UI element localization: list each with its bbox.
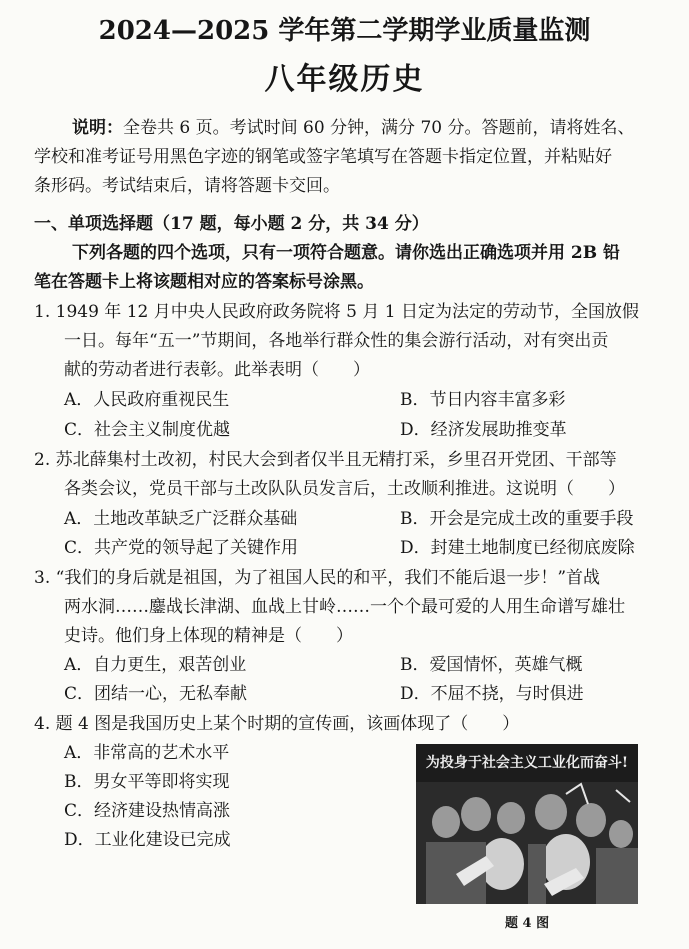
question-3-option-d[interactable]: D．不屈不挠，与时俱进	[400, 684, 584, 704]
instructions-text-1: 全卷共 6 页。考试时间 60 分钟，满分 70 分。答题前，请将姓名、	[123, 118, 635, 138]
question-1-option-c[interactable]: C．社会主义制度优越	[64, 420, 231, 440]
question-4-option-c[interactable]: C．经济建设热情高涨	[64, 801, 231, 821]
question-1-line-1: 1. 1949 年 12 月中央人民政府政务院将 5 月 1 日定为法定的劳动节，全国放假	[34, 302, 639, 322]
exam-title: 2024—2025 学年第二学期学业质量监测	[98, 16, 591, 46]
question-1-option-a[interactable]: A．人民政府重视民生	[64, 390, 230, 410]
poster-slogan: 为投身于社会主义工业化而奋斗!	[425, 755, 629, 771]
question-3-line-3: 史诗。他们身上体现的精神是（ ）	[64, 626, 353, 646]
section-intro-line-2: 笔在答题卡上将该题相对应的答案标号涂黑。	[34, 272, 374, 292]
question-2-option-b[interactable]: B．开会是完成土改的重要手段	[400, 509, 634, 529]
propaganda-poster-image	[416, 744, 638, 904]
question-1-line-3: 献的劳动者进行表彰。此举表明（ ）	[64, 360, 370, 380]
instructions-label: 说明：	[72, 118, 123, 138]
question-4-option-a[interactable]: A．非常高的艺术水平	[64, 743, 230, 763]
question-3-line-1: 3. “我们的身后就是祖国，为了祖国人民的和平，我们不能后退一步！”首战	[34, 568, 601, 588]
instructions-line-2: 学校和准考证号用黑色字迹的钢笔或签字笔填写在答题卡指定位置，并粘贴好	[34, 147, 612, 167]
exam-subject-title: 八年级历史	[264, 62, 425, 97]
question-1-option-b[interactable]: B．节日内容丰富多彩	[400, 390, 566, 410]
question-2-option-a[interactable]: A．土地改革缺乏广泛群众基础	[64, 509, 298, 529]
question-3-option-a[interactable]: A．自力更生，艰苦创业	[64, 655, 247, 675]
question-4-option-b[interactable]: B．男女平等即将实现	[64, 772, 230, 792]
figure-caption: 题 4 图	[505, 916, 550, 931]
question-3-option-b[interactable]: B．爱国情怀，英雄气概	[400, 655, 583, 675]
section-intro-line-1: 下列各题的四个选项，只有一项符合题意。请你选出正确选项并用 2B 铅	[72, 243, 621, 263]
question-4-option-d[interactable]: D．工业化建设已完成	[64, 830, 231, 850]
question-3-option-c[interactable]: C．团结一心，无私奉献	[64, 684, 248, 704]
question-1-line-2: 一日。每年“五一”节期间，各地举行群众性的集会游行活动，对有突出贡	[64, 331, 609, 351]
question-2-line-2: 各类会议，党员干部与土改队队员发言后，土改顺利推进。这说明（ ）	[64, 479, 625, 499]
section-heading: 一、单项选择题（17 题，每小题 2 分，共 34 分）	[34, 214, 429, 234]
question-1-option-d[interactable]: D．经济发展助推变革	[400, 420, 567, 440]
instructions-line-1	[72, 116, 635, 140]
question-3-line-2: 两水洞……鏖战长津湖、血战上甘岭……一个个最可爱的人用生命谱写雄壮	[64, 597, 625, 617]
instructions-line-3: 条形码。考试结束后，请将答题卡交回。	[34, 176, 340, 196]
question-2-option-d[interactable]: D．封建土地制度已经彻底废除	[400, 538, 635, 558]
question-4-line-1: 4. 题 4 图是我国历史上某个时期的宣传画，该画体现了（ ）	[34, 714, 520, 734]
question-2-option-c[interactable]: C．共产党的领导起了关键作用	[64, 538, 299, 558]
question-2-line-1: 2. 苏北薛集村土改初，村民大会到者仅半且无精打采，乡里召开党团、干部等	[34, 450, 617, 470]
